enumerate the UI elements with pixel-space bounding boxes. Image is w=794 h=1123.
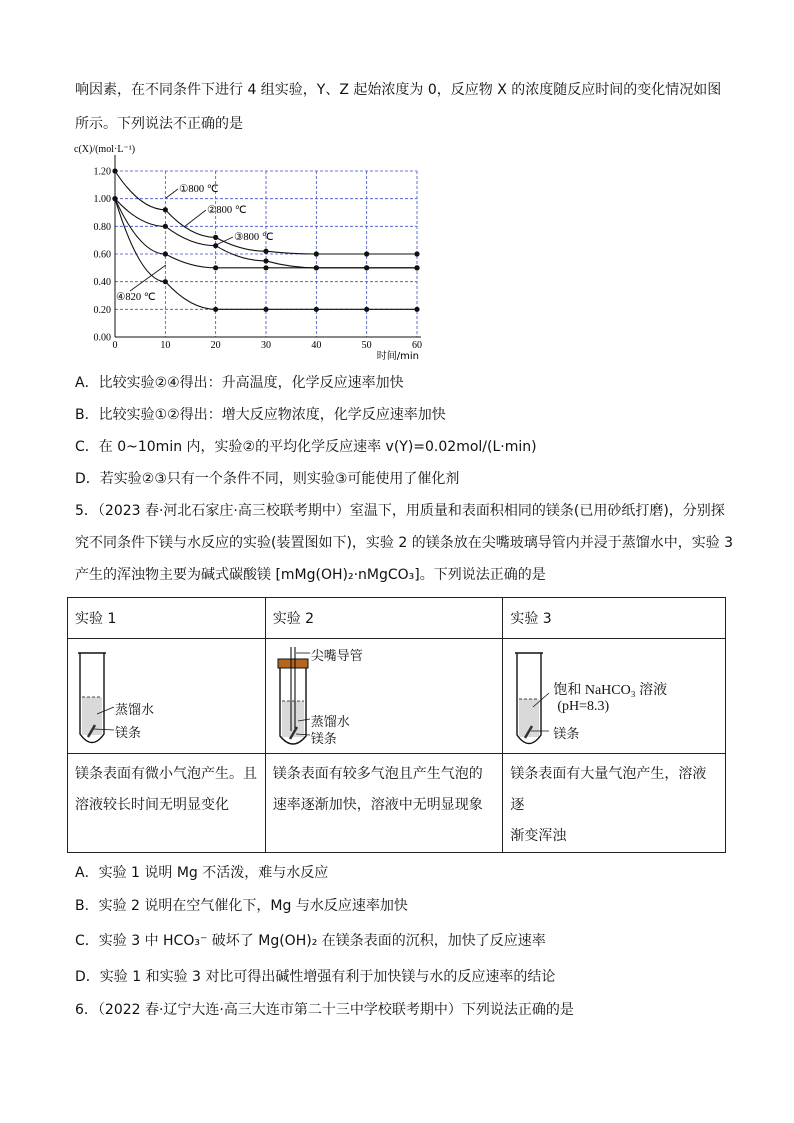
q5-option-d: D．实验 1 和实验 3 对比可得出碱性增强有利于加快镁与水的反应速率的结论 [75, 969, 556, 985]
data-point [213, 235, 218, 240]
series-label-4: ④820 ℃ [116, 292, 156, 303]
x-tick-label: 60 [412, 340, 422, 351]
observation-1-line-1: 镁条表面有微小气泡产生。且 [75, 766, 257, 782]
q5-option-c: C．实验 3 中 HCO₃⁻ 破坏了 Mg(OH)₂ 在镁条表面的沉积，加快了反应速率 [75, 933, 546, 949]
observation-2-line-2: 速率逐渐加快，溶液中无明显现象 [272, 797, 483, 813]
q6-stem-line-1: 6．（2022 春·辽宁大连·高三大连市第二十三中学校联考期中）下列说法正确的是 [75, 1002, 574, 1018]
x-tick-label: 0 [112, 340, 118, 351]
observation-exp-1 [68, 754, 266, 853]
header-exp-3: 实验 3 [503, 598, 726, 639]
y-tick-label: 0.40 [93, 277, 111, 289]
data-point [414, 265, 419, 270]
data-point [263, 307, 268, 312]
y-tick-label: 0.20 [93, 304, 111, 316]
apparatus-cell-3 [503, 639, 726, 754]
distilled-water-label-1: 蒸馏水 [115, 703, 155, 718]
observation-2-line-1: 镁条表面有较多气泡且产生气泡的 [272, 766, 483, 782]
y-tick-label: 0.60 [93, 249, 111, 261]
chart-labels [74, 144, 422, 362]
x-axis-title: 时间/min [376, 351, 419, 362]
data-point [364, 265, 369, 270]
data-point [112, 168, 117, 173]
data-point [263, 265, 268, 270]
series-leader-4 [130, 265, 166, 291]
x-tick-label: 10 [160, 340, 171, 351]
series-label-2: ②800 ℃ [207, 205, 247, 216]
data-point [314, 307, 319, 312]
ph-label: (pH=8.3) [557, 699, 610, 714]
nozzle-tube-label: 尖嘴导管 [310, 649, 363, 664]
q5-option-b: B．实验 2 说明在空气催化下，Mg 与水反应速率加快 [75, 898, 408, 914]
series-leader-1 [166, 189, 178, 198]
y-tick-label: 0.80 [93, 221, 111, 233]
q5-stem-line-3: 产生的浑浊物主要为碱式碳酸镁 [mMg(OH)₂·nMgCO₃]。下列说法正确的是 [75, 567, 546, 583]
intro-line-2: 所示。下列说法不正确的是 [75, 116, 243, 132]
test-tube-2-figure [266, 639, 504, 753]
mg-strip-label-2: 镁条 [310, 732, 337, 747]
data-point [213, 307, 218, 312]
y-axis-title: c(X)/(mol·L⁻¹) [74, 144, 136, 155]
distilled-water-label-2: 蒸馏水 [310, 715, 350, 730]
q4-option-b: B．比较实验①②得出：增大反应物浓度，化学反应速率加快 [75, 407, 446, 423]
observation-3-line-2: 渐变浑浊 [510, 828, 567, 844]
data-point [314, 265, 319, 270]
apparatus-cell-2 [265, 639, 503, 754]
data-point [163, 251, 168, 256]
experiment-table [67, 597, 726, 853]
data-point [364, 251, 369, 256]
intro-line-1: 响因素，在不同条件下进行 4 组实验，Y、Z 起始浓度为 0，反应物 X 的浓度随反应时间的变化情况如图 [75, 82, 722, 98]
y-tick-label: 0.00 [93, 332, 111, 344]
observation-exp-2 [265, 754, 503, 853]
data-point [163, 224, 168, 229]
data-point [163, 279, 168, 284]
q4-option-d: D．若实验②③只有一个条件不同，则实验③可能使用了催化剂 [75, 471, 460, 487]
data-point [414, 307, 419, 312]
q4-option-a: A．比较实验②④得出：升高温度，化学反应速率加快 [75, 375, 404, 391]
y-tick-label: 1.20 [93, 166, 111, 178]
mg-strip-label-3: 镁条 [553, 727, 580, 742]
q5-stem-line-1: 5．（2023 春·河北石家庄·高三校联考期中）室温下，用质量和表面积相同的镁条(已用砂纸打磨)，分别探 [75, 503, 725, 519]
apparatus-cell-1 [68, 639, 266, 754]
concentration-time-chart [70, 140, 440, 362]
data-point [364, 307, 369, 312]
nahco3-solution-label: 饱和 NaHCO₃ 溶液 [553, 683, 668, 698]
header-exp-2: 实验 2 [265, 598, 503, 639]
series-leader-2 [184, 210, 206, 227]
data-point [263, 258, 268, 263]
data-point [213, 265, 218, 270]
test-tube-1-figure [68, 639, 266, 753]
observation-exp-3 [503, 754, 726, 853]
x-tick-label: 30 [261, 340, 271, 351]
series-label-1: ①800 ℃ [179, 184, 219, 195]
data-point [112, 196, 117, 201]
y-tick-label: 1.00 [93, 194, 111, 206]
x-tick-label: 20 [210, 340, 221, 351]
mg-strip-label-1: 镁条 [115, 726, 142, 741]
data-point [314, 251, 319, 256]
observation-1-line-2: 溶液较长时间无明显变化 [75, 797, 229, 813]
data-point [263, 249, 268, 254]
q5-option-a: A．实验 1 说明 Mg 不活泼，难与水反应 [75, 865, 329, 881]
q4-option-c: C．在 0~10min 内，实验②的平均化学反应速率 v(Y)=0.02mol/(L·min) [75, 439, 537, 455]
x-tick-label: 40 [311, 340, 322, 351]
x-tick-label: 50 [361, 340, 372, 351]
data-point [414, 251, 419, 256]
data-point [163, 207, 168, 212]
q5-stem-line-2: 究不同条件下镁与水反应的实验(装置图如下)，实验 2 的镁条放在尖嘴玻璃导管内并浸于蒸馏水中，实验 3 [75, 535, 734, 551]
observation-3-line-1: 镁条表面有大量气泡产生，溶液逐 [510, 766, 707, 813]
series-label-3: ③800 ℃ [234, 232, 274, 243]
header-exp-1: 实验 1 [68, 598, 266, 639]
